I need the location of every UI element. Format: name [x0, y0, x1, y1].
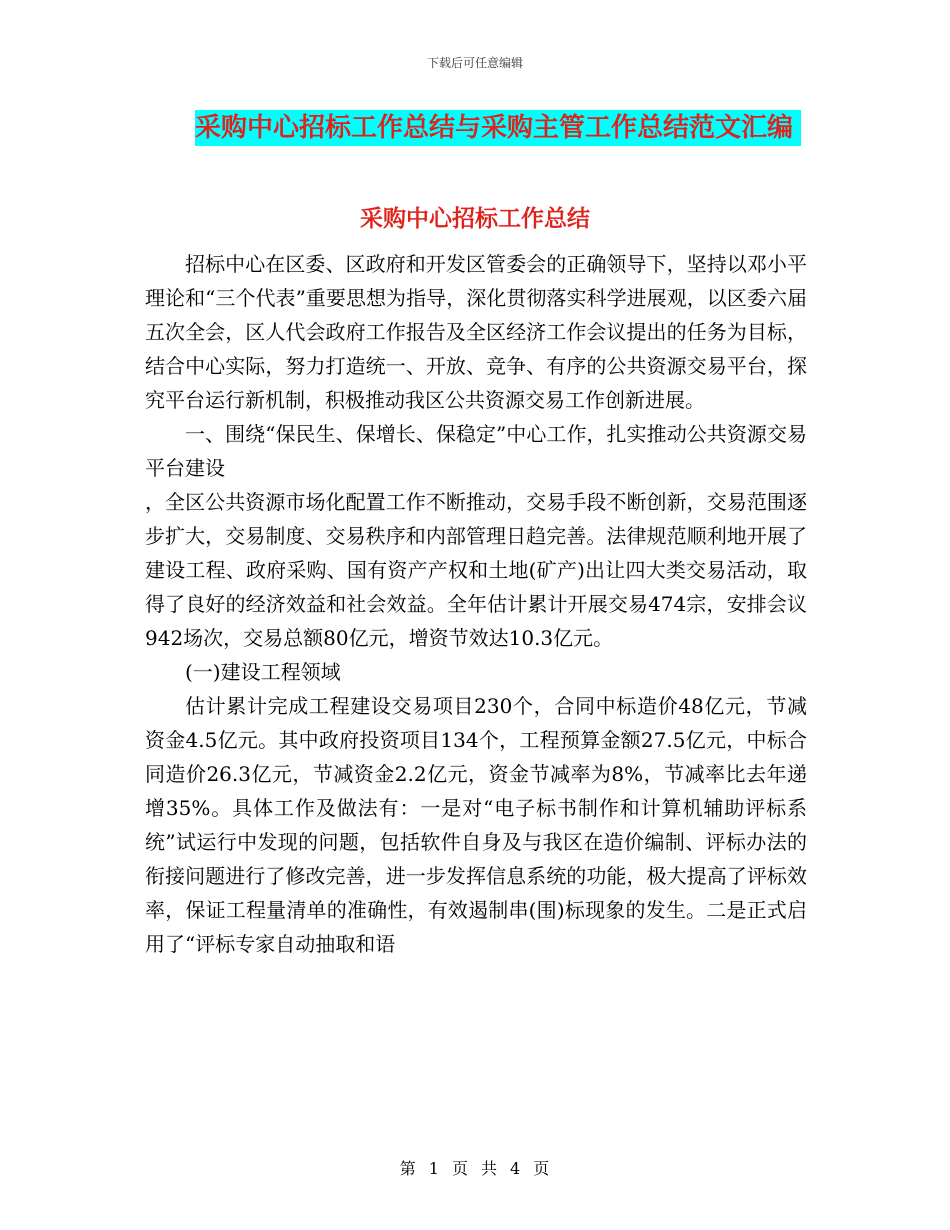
paragraph-overview: ，全区公共资源市场化配置工作不断推动，交易手段不断创新，交易范围逐步扩大，交易制度、交易秩序和内部管理日趋完善。法律规范顺利地开展了建设工程、政府采购、国有资产产权和土地(矿产)出让四大类交易活动，取得了良好的经济效益和社会效益。全年估计累计开展交易474宗，安排会议942场次，交易总额80亿元，增资节效达10.3亿元。: [145, 490, 807, 650]
footer-label-total-suffix: 页: [533, 1159, 551, 1178]
paragraph-heading-1: 一、围绕“保民生、保增长、保稳定”中心工作，扎实推动公共资源交易平台建设: [145, 422, 807, 480]
page-header-note: 下载后可任意编辑: [426, 56, 523, 70]
page-footer: [0, 1156, 950, 1179]
footer-label-page: 第: [399, 1159, 417, 1178]
paragraph-subheading-1: (一)建设工程领域: [185, 660, 341, 684]
document-title: 采购中心招标工作总结与采购主管工作总结范文汇编: [195, 110, 801, 146]
document-body: [145, 247, 807, 961]
footer-total-pages: 4: [510, 1159, 522, 1178]
paragraph-intro: 招标中心在区委、区政府和开发区管委会的正确领导下，坚持以邓小平理论和“三个代表”重要思想为指导，深化贯彻落实科学进展观，以区委六届五次全会，区人代会政府工作报告及全区经济工作会议提出的任务为目标，结合中心实际，努力打造统一、开放、竞争、有序的公共资源交易平台，探究平台运行新机制，积极推动我区公共资源交易工作创新进展。: [145, 252, 807, 412]
footer-label-page-suffix: 页: [451, 1159, 469, 1178]
footer-label-total: 共: [481, 1159, 499, 1178]
footer-page-number: 1: [428, 1159, 440, 1178]
paragraph-construction: 估计累计完成工程建设交易项目230个，合同中标造价48亿元，节减资金4.5亿元。其中政府投资项目134个，工程预算金额27.5亿元，中标合同造价26.3亿元，节减资金2.2亿元，资金节减率为8%，节减率比去年递增35%。具体工作及做法有：一是对“电子标书制作和计算机辅助评标系统”试运行中发现的问题，包括软件自身及与我区在造价编制、评标办法的衔接问题进行了修改完善，进一步发挥信息系统的功能，极大提高了评标效率，保证工程量清单的准确性，有效遏制串(围)标现象的发生。二是正式启用了“评标专家自动抽取和语: [145, 694, 807, 956]
section-title: 采购中心招标工作总结: [360, 205, 590, 232]
